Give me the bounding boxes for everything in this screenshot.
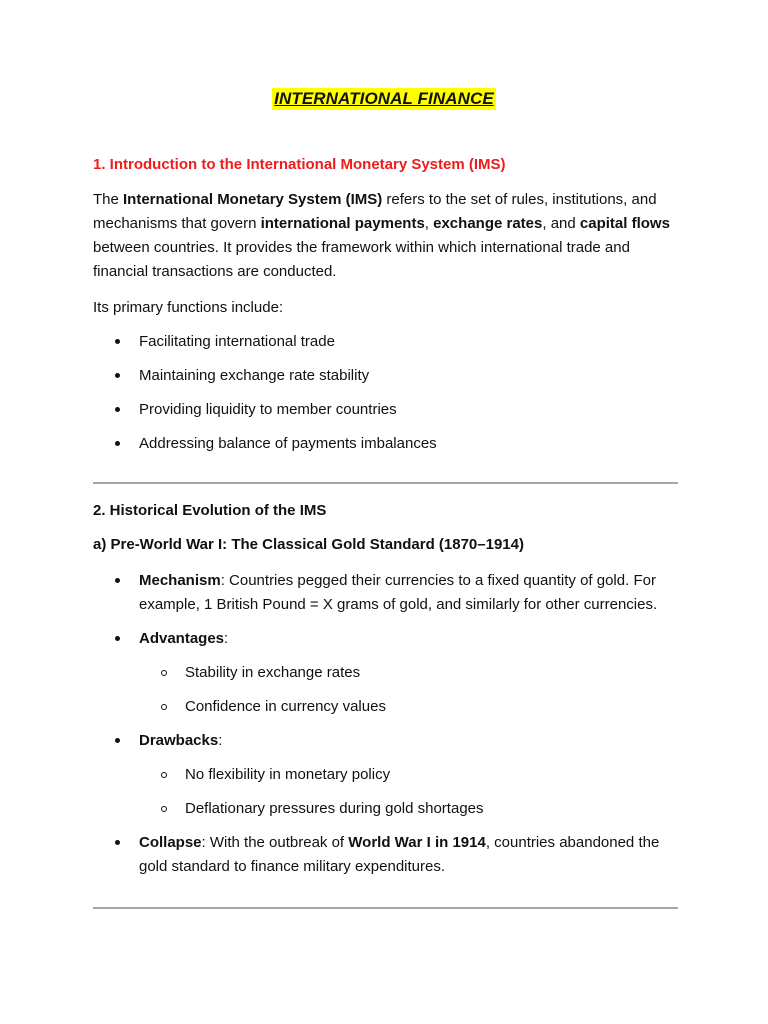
- drawbacks-sublist: [93, 763, 678, 821]
- section1-heading: 1. Introduction to the International Monetary System (IMS): [93, 156, 506, 173]
- list-item-drawbacks: [93, 729, 678, 821]
- bullet-dot-icon: [115, 738, 120, 743]
- p1-text-3: ,: [424, 215, 434, 232]
- collapse-text-1: : With the outbreak of: [201, 834, 349, 851]
- collapse-text-2: , countries abandoned the gold standard to finance military expenditures.: [139, 834, 660, 875]
- bullet-dot-icon: [115, 373, 120, 378]
- p1-bold-exchange-rates: exchange rates: [433, 215, 543, 232]
- advantages-sublist: [93, 661, 678, 719]
- bullet-dot-icon: [115, 339, 120, 344]
- list-item: [93, 398, 678, 422]
- function-item-label: Addressing balance of payments imbalances: [139, 435, 437, 452]
- p1-text-5: between countries. It provides the framework within which international trade and financial transactions are conducted.: [93, 239, 630, 280]
- advantages-label: Advantages: [139, 630, 225, 647]
- section2-subheading: a) Pre-World War I: The Classical Gold Standard (1870–1914): [93, 536, 524, 553]
- bullet-dot-icon: [115, 407, 120, 412]
- p1-bold-ims: International Monetary System (IMS): [123, 191, 383, 208]
- document-body: [93, 155, 678, 909]
- advantage-item-label: Confidence in currency values: [185, 698, 386, 715]
- sub-list-item: [93, 797, 678, 821]
- gold-standard-list: [93, 569, 678, 879]
- advantages-colon: :: [224, 630, 229, 647]
- collapse-bold-ww1: World War I in 1914: [348, 834, 486, 851]
- functions-intro: Its primary functions include:: [93, 299, 284, 316]
- list-item-collapse: [93, 831, 678, 879]
- sub-list-item: [93, 661, 678, 685]
- p1-text-1: The: [93, 191, 124, 208]
- function-item-label: Maintaining exchange rate stability: [139, 367, 370, 384]
- sub-list-item: [93, 763, 678, 787]
- advantage-item-label: Stability in exchange rates: [185, 664, 361, 681]
- bullet-dot-icon: [115, 578, 120, 583]
- p1-bold-capital-flows: capital flows: [579, 215, 670, 232]
- horizontal-divider: [93, 907, 678, 909]
- mechanism-label: Mechanism: [139, 572, 221, 589]
- drawbacks-colon: :: [218, 732, 223, 749]
- functions-list: [93, 330, 678, 456]
- section2-heading: 2. Historical Evolution of the IMS: [93, 502, 327, 519]
- collapse-label: Collapse: [139, 834, 202, 851]
- p1-text-4: , and: [542, 215, 580, 232]
- bullet-dot-icon: [115, 441, 120, 446]
- bullet-dot-icon: [115, 636, 120, 641]
- drawback-item-label: Deflationary pressures during gold shortages: [185, 800, 484, 817]
- document-title: INTERNATIONAL FINANCE: [274, 89, 494, 108]
- bullet-circle-icon: [161, 704, 167, 710]
- mechanism-text: : Countries pegged their currencies to a fixed quantity of gold. For example, 1 British Pound = X grams of gold, and similarly for other currencies.: [139, 572, 658, 613]
- section1-paragraph: [93, 188, 678, 284]
- list-item: [93, 330, 678, 354]
- bullet-dot-icon: [115, 840, 120, 845]
- function-item-label: Facilitating international trade: [139, 333, 335, 350]
- drawbacks-label: Drawbacks: [139, 732, 219, 749]
- title-wrap: [0, 88, 768, 110]
- list-item-advantages: [93, 627, 678, 719]
- function-item-label: Providing liquidity to member countries: [139, 401, 397, 418]
- drawback-item-label: No flexibility in monetary policy: [185, 766, 391, 783]
- list-item: [93, 432, 678, 456]
- list-item: [93, 364, 678, 388]
- bullet-circle-icon: [161, 806, 167, 812]
- sub-list-item: [93, 695, 678, 719]
- bullet-circle-icon: [161, 670, 167, 676]
- p1-text-2: refers to the set of rules, institutions, and mechanisms that govern: [93, 191, 657, 232]
- p1-bold-payments: international payments: [260, 215, 425, 232]
- list-item-mechanism: [93, 569, 678, 617]
- bullet-circle-icon: [161, 772, 167, 778]
